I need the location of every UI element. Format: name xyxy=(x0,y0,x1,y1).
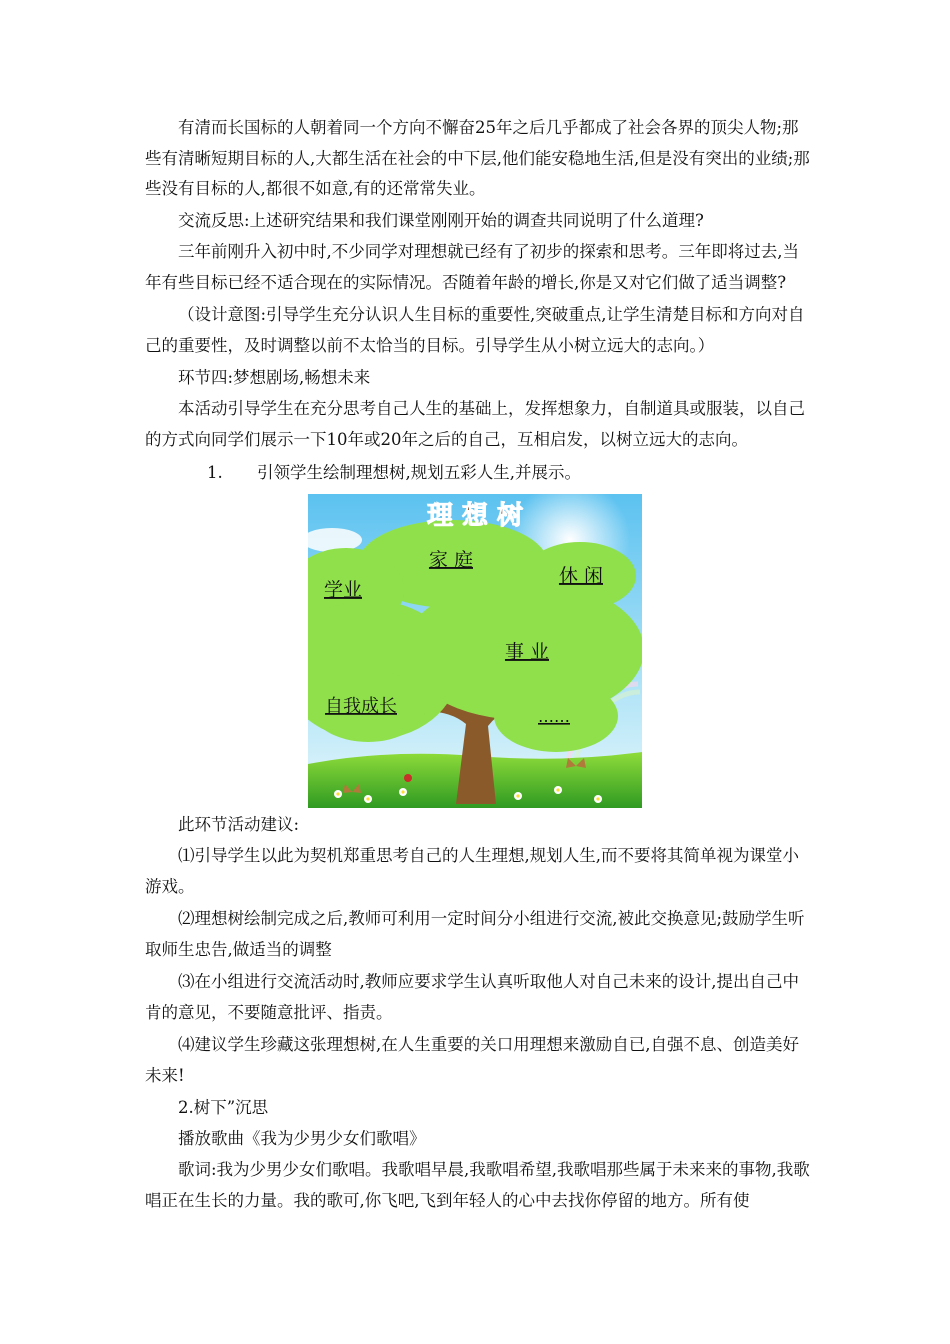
paragraph-three-years: 三年前刚升入初中时,不少同学对理想就已经有了初步的探索和思考。三年即将过去,当年有些目标已经不适合现在的实际情况。否随着年龄的增长,你是又对它们做了适当调整? xyxy=(145,242,799,292)
ideal-tree-figure xyxy=(308,494,642,808)
suggestion-2: ⑵理想树绘制完成之后,教师可利用一定时间分小组进行交流,被此交换意见;鼓励学生听取师生忠告,做适当的调整 xyxy=(145,909,805,959)
suggestion-1: ⑴引导学生以此为契机郑重思考自己的人生理想,规划人生,而不要将其简单视为课堂小游戏。 xyxy=(145,846,799,896)
label-leisure: 休 闲 xyxy=(558,565,604,587)
suggestion-heading: 此环节活动建议: xyxy=(178,815,300,834)
label-career: 事 业 xyxy=(504,641,550,663)
label-growth: 自我成长 xyxy=(325,696,397,717)
ladybug-icon xyxy=(404,774,412,782)
suggestion-4: ⑷建议学生珍藏这张理想树,在人生重要的关口用理想来激励自已,自强不息、创造美好未来! xyxy=(145,1035,799,1085)
song-lyrics: 歌词:我为少男少女们歌唱。我歌唱早晨,我歌唱希望,我歌唱那些属于未来来的事物,我歌唱正在生长的力量。我的歌可,你飞吧,飞到年轻人的心中去找你停留的地方。所有使 xyxy=(145,1160,810,1210)
list-number: 1. xyxy=(207,463,223,482)
label-study: 学业 xyxy=(323,579,363,601)
paragraph-design-intent: （设计意图:引导学生充分认识人生目标的重要性,突破重点,让学生清楚目标和方向对自己的重要性，及时调整以前不太恰当的目标。引导学生从小树立远大的志向。） xyxy=(145,305,805,355)
paragraph-research-result: 有清而长国标的人朝着同一个方向不懈奋25年之后几乎都成了社会各界的顶尖人物;那些有清晰短期目标的人,大都生活在社会的中下层,他们能安稳地生活,但是没有突出的业绩;那些没有目标的人,都很不如意,有的还常常失业。 xyxy=(145,118,810,198)
figure-title: 理 想 树 xyxy=(426,501,524,531)
section-heading-step4: 环节四:梦想剧场,畅想未来 xyxy=(178,368,371,387)
suggestion-3: ⑶在小组进行交流活动时,教师应要求学生认真听取他人对自己未来的设计,提出自己中肯的意见，不要随意批评、指责。 xyxy=(145,972,799,1022)
song-title: 播放歌曲《我为少男少女们歌唱》 xyxy=(178,1129,426,1148)
paragraph-reflection: 交流反思:上述研究结果和我们课堂刚刚开始的调查共同说明了什么道理? xyxy=(178,211,704,230)
list-text: 引领学生绘制理想树,规划五彩人生,并展示。 xyxy=(257,463,581,482)
section-heading-tree: 2.树下”沉思 xyxy=(178,1098,269,1117)
label-more: …… xyxy=(538,707,570,726)
paragraph-activity: 本活动引导学生在充分思考自己人生的基础上，发挥想象力，自制道具或服装，以自己的方式向同学们展示一下10年或20年之后的自己，互相启发，以树立远大的志向。 xyxy=(145,399,805,449)
label-family: 家 庭 xyxy=(428,549,474,571)
